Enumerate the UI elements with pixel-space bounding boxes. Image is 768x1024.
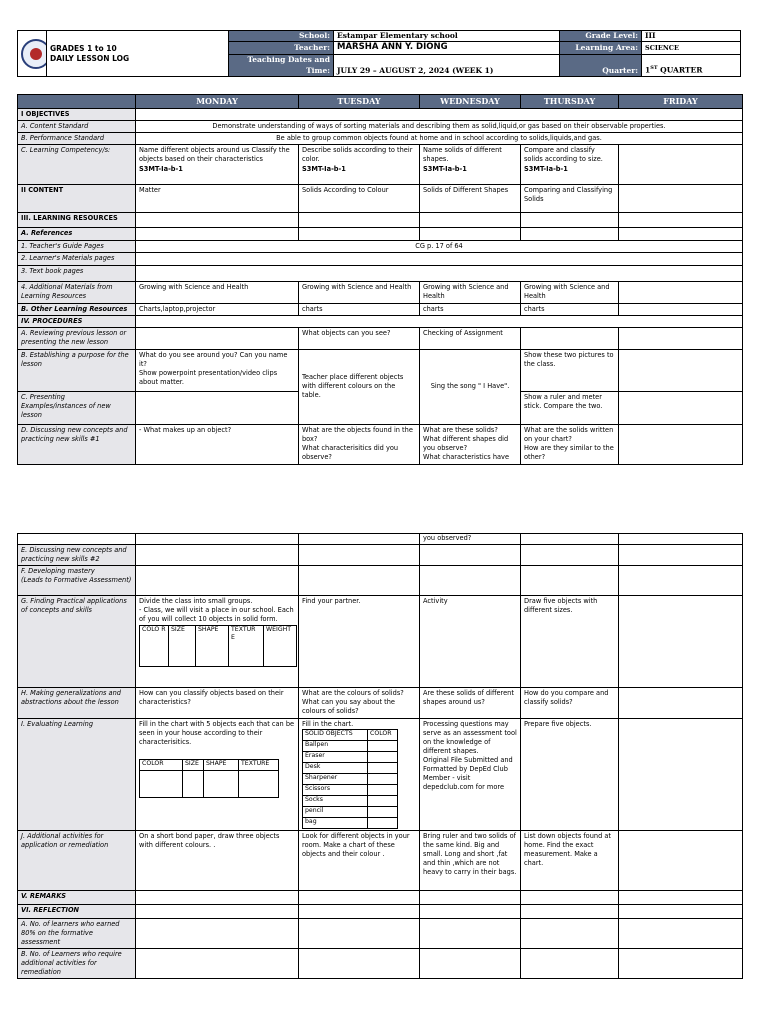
proc-d-row xyxy=(18,424,743,464)
proc-c-label: C. Presenting Examples/instances of new lesson xyxy=(18,391,136,424)
reflection-label: VI. REFLECTION xyxy=(18,904,136,918)
lesson-table-page2 xyxy=(17,533,743,979)
title-line2: DAILY LESSON LOG xyxy=(50,53,130,63)
dates-label: Teaching Dates and Time: xyxy=(229,55,334,77)
proc-h-thursday: How do you compare and classify solids? xyxy=(521,688,619,718)
proc-h-label: H. Making generalizations and abstractions about the lesson xyxy=(18,688,136,718)
competency-label: C. Learning Competency/s: xyxy=(18,145,136,185)
textbook-row xyxy=(18,265,743,281)
objectives-label: I OBJECTIVES xyxy=(18,109,136,121)
school-label: School: xyxy=(229,31,334,42)
objectives-row xyxy=(18,109,743,121)
content-row xyxy=(18,185,743,213)
school-value: Estampar Elementary school xyxy=(334,31,560,42)
proc-i-thursday: Prepare five objects. xyxy=(521,718,619,830)
proc-g-friday xyxy=(619,596,743,688)
proc-h-friday xyxy=(619,688,743,718)
proc-bc-tuesday: Teacher place different objects with different colours on the table. xyxy=(299,349,420,424)
proc-f-row xyxy=(18,566,743,596)
proc-g-tuesday: Find your partner. xyxy=(299,596,420,688)
competency-friday xyxy=(619,145,743,185)
area-label: Learning Area: xyxy=(560,42,642,55)
remarks-label: V. REMARKS xyxy=(18,890,136,904)
day-header-friday: FRIDAY xyxy=(619,95,743,109)
day-header-row xyxy=(18,95,743,109)
area-value: SCIENCE xyxy=(642,42,741,55)
proc-i-monday: Fill in the chart with 5 objects each that can be seen in your house according to their characterisitics. COLOR SIZE SHAPE TEXTURE xyxy=(136,718,299,830)
proc-a-monday xyxy=(136,327,299,349)
procedures-row xyxy=(18,315,743,327)
reflection-row xyxy=(18,904,743,918)
reflection-a-label: A. No. of learners who earned 80% on the formative assessment xyxy=(18,918,136,948)
other-resources-thursday: charts xyxy=(521,303,619,315)
content-monday: Matter xyxy=(136,185,299,213)
additional-materials-friday xyxy=(619,281,743,303)
proc-a-tuesday: What objects can you see? xyxy=(299,327,420,349)
proc-h-row xyxy=(18,688,743,718)
additional-materials-thursday: Growing with Science and Health xyxy=(521,281,619,303)
proc-b-label: B. Establishing a purpose for the lesson xyxy=(18,349,136,391)
grade-value: III xyxy=(642,31,741,42)
proc-g-row xyxy=(18,596,743,688)
teacher-value: MARSHA ANN Y. DIONG xyxy=(334,42,560,55)
g-monday-chart: COLO R SIZE SHAPE TEXTUR E WEIGHT xyxy=(139,625,297,667)
proc-d-friday xyxy=(619,424,743,464)
proc-g-monday: Divide the class into small groups. - Class, we will visit a place in our school. Each of you will collect 10 objects in solid form. COLO R SIZE SHAPE TEXTUR E WEIGHT xyxy=(136,596,299,688)
additional-materials-tuesday: Growing with Science and Health xyxy=(299,281,420,303)
proc-a-label: A. Reviewing previous lesson or presenting the new lesson xyxy=(18,327,136,349)
proc-j-thursday: List down objects found at home. Find the exact measurement. Make a chart. xyxy=(521,830,619,890)
i-tuesday-chart: SOLID OBJECTS COLOR Ballpen Eraser Desk Sharpener Scissors Socks pencil bag xyxy=(302,729,398,829)
performance-standard-value: Be able to group common objects found at home and in school according to solids,liquids,and gas. xyxy=(136,133,743,145)
title-line1: GRADES 1 to 10 xyxy=(50,43,117,53)
proc-c-thursday: Show a ruler and meter stick. Compare the two. xyxy=(521,391,619,424)
teacher-label: Teacher: xyxy=(229,42,334,55)
remarks-row xyxy=(18,890,743,904)
additional-materials-label: 4. Additional Materials from Learning Resources xyxy=(18,281,136,303)
proc-j-wednesday: Bring ruler and two solids of the same kind. Big and small. Long and short ,fat and thin ,which are not heavy to carry in their bags. xyxy=(420,830,521,890)
competency-thursday: Compare and classify solids according to size. S3MT-Ia-b-1 xyxy=(521,145,619,185)
proc-bc-wednesday: Sing the song " I Have". xyxy=(420,349,521,424)
day-header-tuesday: TUESDAY xyxy=(299,95,420,109)
other-resources-row xyxy=(18,303,743,315)
content-friday xyxy=(619,185,743,213)
proc-g-wednesday: Activity xyxy=(420,596,521,688)
proc-d-label: D. Discussing new concepts and practicing new skills #1 xyxy=(18,424,136,464)
other-resources-wednesday: charts xyxy=(420,303,521,315)
day-header-thursday: THURSDAY xyxy=(521,95,619,109)
i-monday-chart: COLOR SIZE SHAPE TEXTURE xyxy=(139,759,279,798)
content-wednesday: Solids of Different Shapes xyxy=(420,185,521,213)
learners-materials-row xyxy=(18,253,743,265)
competency-row xyxy=(18,145,743,185)
performance-standard-row xyxy=(18,133,743,145)
competency-tuesday: Describe solids according to their color. S3MT-Ia-b-1 xyxy=(299,145,420,185)
lesson-table-page1 xyxy=(17,94,743,465)
content-standard-row xyxy=(18,121,743,133)
proc-j-label: J. Additional activities for application or remediation xyxy=(18,830,136,890)
proc-d-wednesday-continued: you observed? xyxy=(420,534,521,545)
proc-e-label: E. Discussing new concepts and practicing new skills #2 xyxy=(18,545,136,566)
proc-h-wednesday: Are these solids of different shapes around us? xyxy=(420,688,521,718)
resources-row xyxy=(18,213,743,228)
day-header-monday: MONDAY xyxy=(136,95,299,109)
proc-j-monday: On a short bond paper, draw three objects with different colours. . xyxy=(136,830,299,890)
proc-g-label: G. Finding Practical applications of concepts and skills xyxy=(18,596,136,688)
reflection-b-label: B. No. of Learners who require additional activities for remediation xyxy=(18,948,136,978)
quarter-label: Quarter: xyxy=(560,55,642,77)
proc-i-tuesday: Fill in the chart. SOLID OBJECTS COLOR Ballpen Eraser Desk Sharpener Scissors Socks pencil bag xyxy=(299,718,420,830)
reflection-a-row xyxy=(18,918,743,948)
proc-a-thursday xyxy=(521,327,619,349)
additional-materials-row xyxy=(18,281,743,303)
content-thursday: Comparing and Classifying Solids xyxy=(521,185,619,213)
proc-d-continued-row xyxy=(18,534,743,545)
proc-j-friday xyxy=(619,830,743,890)
proc-a-friday xyxy=(619,327,743,349)
learners-materials-label: 2. Learner's Materials pages xyxy=(18,253,136,265)
grade-label: Grade Level: xyxy=(560,31,642,42)
additional-materials-wednesday: Growing with Science and Health xyxy=(420,281,521,303)
proc-e-row xyxy=(18,545,743,566)
references-row xyxy=(18,228,743,241)
proc-j-tuesday: Look for different objects in your room. Make a chart of these objects and their colour . xyxy=(299,830,420,890)
proc-d-thursday: What are the solids written on your chart? How are they similar to the other? xyxy=(521,424,619,464)
proc-d-tuesday: What are the objects found in the box? What characterisitics did you observe? xyxy=(299,424,420,464)
references-label: A. References xyxy=(18,228,136,241)
additional-materials-monday: Growing with Science and Health xyxy=(136,281,299,303)
proc-i-wednesday: Processing questions may serve as an assessment tool on the knowledge of different shapes. Original File Submitted and Formatted by DepEd Club Member - visit depedclub.com for more xyxy=(420,718,521,830)
proc-i-label: I. Evaluating Learning xyxy=(18,718,136,830)
proc-h-monday: How can you classify objects based on their characteristics? xyxy=(136,688,299,718)
proc-b-monday: What do you see around you? Can you name it? Show powerpoint presentation/video clips about matter. xyxy=(136,349,299,391)
header-table xyxy=(17,30,741,77)
reflection-b-row xyxy=(18,948,743,978)
dates-value: JULY 29 – AUGUST 2, 2024 (WEEK 1) xyxy=(334,55,560,77)
proc-j-row xyxy=(18,830,743,890)
performance-standard-label: B. Performance Standard xyxy=(18,133,136,145)
content-standard-value: Demonstrate understanding of ways of sorting materials and describing them as solid,liquid,or gas based on their observable properties. xyxy=(136,121,743,133)
competency-wednesday: Name solids of different shapes. S3MT-Ia-b-1 xyxy=(420,145,521,185)
deped-seal-icon xyxy=(21,39,47,69)
header-title xyxy=(47,31,229,77)
procedures-label: IV. PROCEDURES xyxy=(18,315,136,327)
quarter-value: 1ST QUARTER xyxy=(642,55,741,77)
proc-g-thursday: Draw five objects with different sizes. xyxy=(521,596,619,688)
day-header-wednesday: WEDNESDAY xyxy=(420,95,521,109)
proc-h-tuesday: What are the colours of solids? What can you say about the colours of solids? xyxy=(299,688,420,718)
proc-f-label: F. Developing mastery (Leads to Formative Assessment) xyxy=(18,566,136,596)
proc-i-row xyxy=(18,718,743,830)
proc-a-row xyxy=(18,327,743,349)
other-resources-friday xyxy=(619,303,743,315)
textbook-label: 3. Text book pages xyxy=(18,265,136,281)
other-resources-tuesday: charts xyxy=(299,303,420,315)
competency-monday: Name different objects around us Classify the objects based on their characteristics S3MT-Ia-b-1 xyxy=(136,145,299,185)
proc-b-row xyxy=(18,349,743,391)
logo-cell xyxy=(18,31,47,77)
content-tuesday: Solids According to Colour xyxy=(299,185,420,213)
proc-b-thursday: Show these two pictures to the class. xyxy=(521,349,619,391)
resources-label: III. LEARNING RESOURCES xyxy=(18,213,136,228)
content-standard-label: A. Content Standard xyxy=(18,121,136,133)
teachers-guide-row xyxy=(18,241,743,253)
teachers-guide-value: CG p. 17 of 64 xyxy=(136,241,743,253)
day-header-blank xyxy=(18,95,136,109)
content-label: II CONTENT xyxy=(18,185,136,213)
proc-d-wednesday: What are these solids? What different shapes did you observe? What characteristics have xyxy=(420,424,521,464)
teachers-guide-label: 1. Teacher's Guide Pages xyxy=(18,241,136,253)
other-resources-label: B. Other Learning Resources xyxy=(18,303,136,315)
other-resources-monday: Charts,laptop,projector xyxy=(136,303,299,315)
proc-a-wednesday: Checking of Assignment xyxy=(420,327,521,349)
proc-d-monday: - What makes up an object? xyxy=(136,424,299,464)
